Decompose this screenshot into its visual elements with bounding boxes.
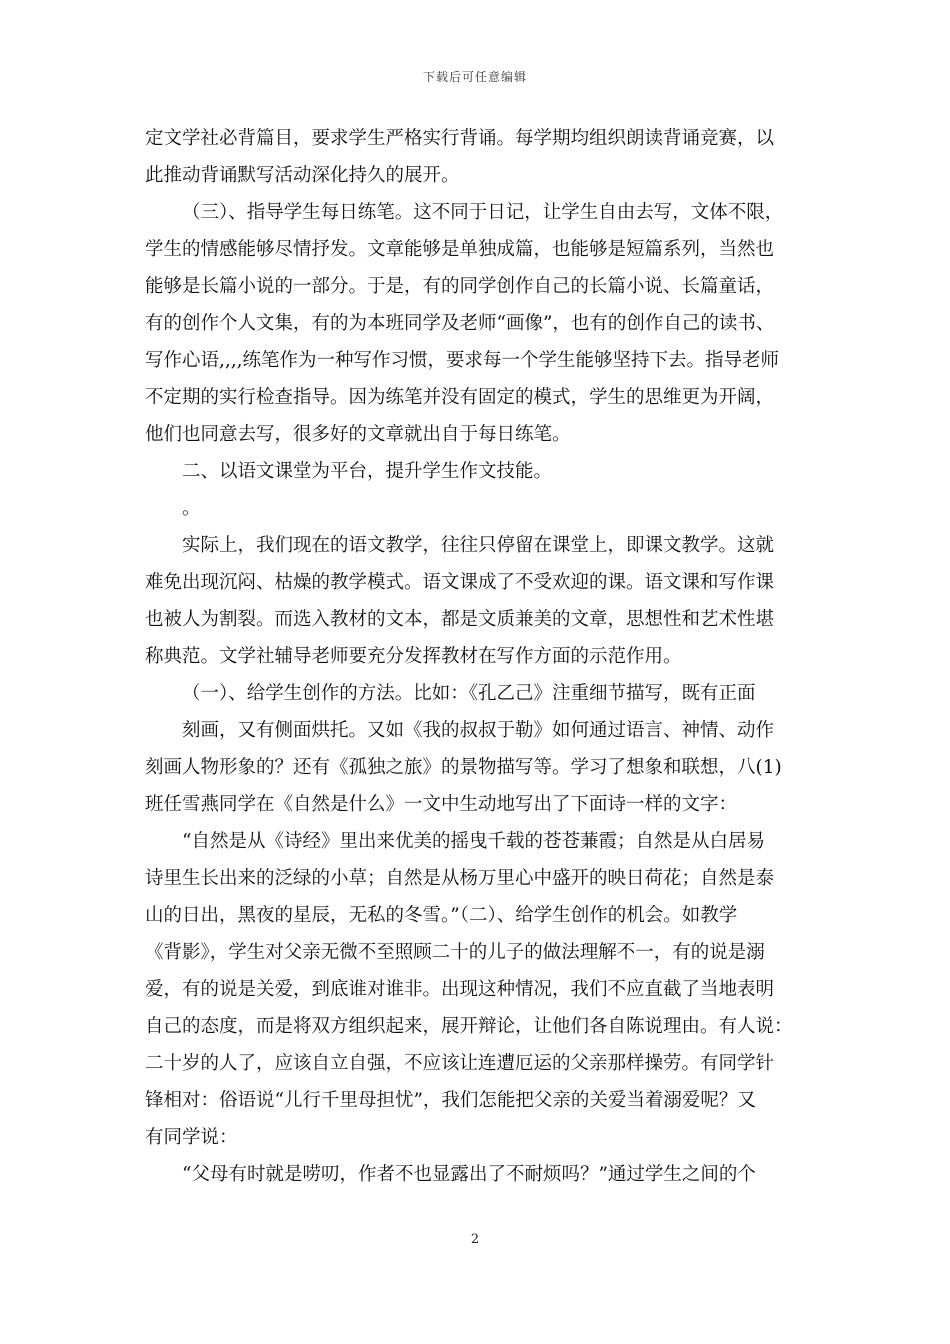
text-line: 难免出现沉闷、枯燥的教学模式。语文课成了不受欢迎的课。语文课和写作课 bbox=[145, 572, 775, 593]
text-line: “父母有时就是唠叨，作者不也显露出了不耐烦吗？”通过学生之间的个 bbox=[182, 1164, 756, 1185]
text-line: 也被人为割裂。而选入教材的文本，都是文质兼美的文章，思想性和艺术性堪 bbox=[145, 609, 775, 630]
text-line: 山的日出，黑夜的星辰，无私的冬雪。”（二）、给学生创作的机会。如教学 bbox=[145, 905, 738, 926]
text-line: 诗里生长出来的泛绿的小草；自然是从杨万里心中盛开的映日荷花；自然是泰 bbox=[145, 868, 775, 889]
text-line: 定文学社必背篇目，要求学生严格实行背诵。每学期均组织朗读背诵竞赛，以 bbox=[145, 128, 775, 149]
text-line: 写作心语,,,,练笔作为一种写作习惯，要求每一个学生能够坚持下去。指导老师 bbox=[145, 350, 780, 371]
text-line: 刻画，又有侧面烘托。又如《我的叔叔于勒》如何通过语言、神情、动作 bbox=[182, 720, 775, 741]
text-line: 称典范。文学社辅导老师要充分发挥教材在写作方面的示范作用。 bbox=[145, 646, 682, 667]
text-line: （一）、给学生创作的方法。比如：《孔乙己》注重细节描写，既有正面 bbox=[182, 683, 756, 704]
text-line: 实际上，我们现在的语文教学，往往只停留在课堂上，即课文教学。这就 bbox=[182, 535, 775, 556]
text-line: 《背影》，学生对父亲无微不至照顾二十的儿子的做法理解不一，有的说是溺 bbox=[145, 942, 765, 963]
text-line: 刻画人物形象的？还有《孤独之旅》的景物描写等。学习了想象和联想，八(1) bbox=[145, 757, 782, 778]
text-line: 。 bbox=[182, 498, 201, 519]
text-line: “自然是从《诗经》里出来优美的摇曳千载的苍苍蒹霞；自然是从白居易 bbox=[182, 831, 765, 852]
text-line: 他们也同意去写，很多好的文章就出自于每日练笔。 bbox=[145, 424, 571, 445]
text-line: 二、以语文课堂为平台，提升学生作文技能。 bbox=[182, 461, 553, 482]
text-line: 有的创作个人文集，有的为本班同学及老师“画像”，也有的创作自己的读书、 bbox=[145, 313, 775, 334]
text-line: 班任雪燕同学在《自然是什么》一文中生动地写出了下面诗一样的文字： bbox=[145, 794, 738, 815]
text-line: 爱，有的说是关爱，到底谁对谁非。出现这种情况，我们不应直截了当地表明 bbox=[145, 979, 775, 1000]
text-line: 此推动背诵默写活动深化持久的展开。 bbox=[145, 165, 460, 186]
text-line: 有同学说： bbox=[145, 1127, 238, 1148]
text-line: 能够是长篇小说的一部分。于是，有的同学创作自己的长篇小说、长篇童话， bbox=[145, 276, 775, 297]
text-line: （三）、指导学生每日练笔。这不同于日记，让学生自由去写，文体不限， bbox=[182, 202, 784, 223]
page-number: 2 bbox=[470, 1232, 480, 1247]
document-body bbox=[145, 120, 810, 1193]
text-line: 二十岁的人了，应该自立自强，不应该让连遭厄运的父亲那样操劳。有同学针 bbox=[145, 1053, 775, 1074]
text-line: 自己的态度，而是将双方组织起来，展开辩论，让他们各自陈说理由。有人说： bbox=[145, 1016, 793, 1037]
text-line: 学生的情感能够尽情抒发。文章能够是单独成篇，也能够是短篇系列，当然也 bbox=[145, 239, 775, 260]
text-line: 锋相对：俗语说“儿行千里母担忧”，我们怎能把父亲的关爱当着溺爱呢？又 bbox=[145, 1090, 756, 1111]
text-line: 不定期的实行检查指导。因为练笔并没有固定的模式，学生的思维更为开阔， bbox=[145, 387, 775, 408]
page-header: 下载后可任意编辑 bbox=[422, 70, 527, 84]
